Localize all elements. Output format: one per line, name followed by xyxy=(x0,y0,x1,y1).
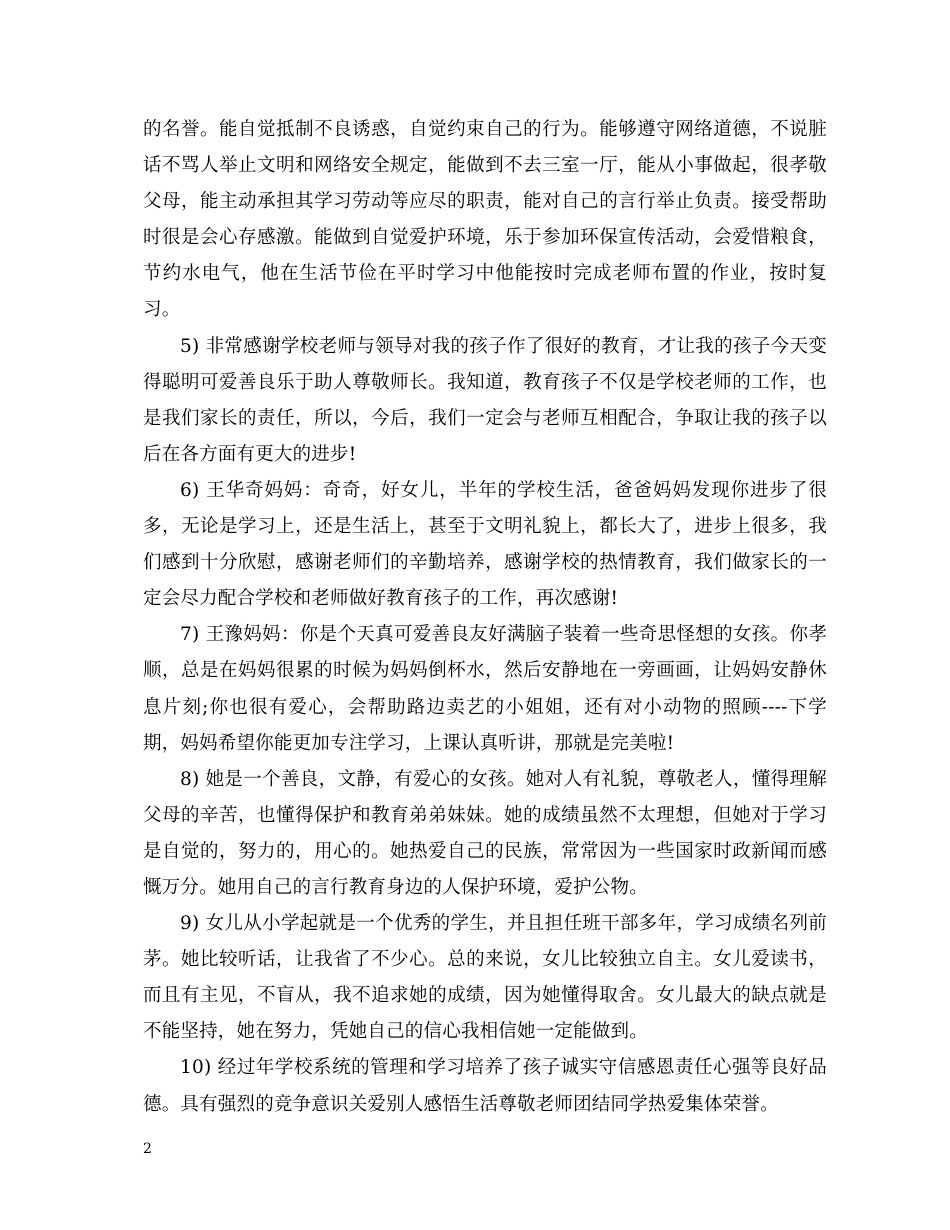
paragraph-item-7: 7) 王豫妈妈：你是个天真可爱善良友好满脑子装着一些奇思怪想的女孩。你孝顺，总是在妈妈很累的时候为妈妈倒杯水，然后安静地在一旁画画，让妈妈安静休息片刻;你也很有爱心，会帮助路边卖艺的小姐姐，还有对小动物的照顾----下学期，妈妈希望你能更加专注学习，上课认真听讲，那就是完美啦! xyxy=(143,624,827,754)
paragraph-continuation: 的名誉。能自觉抵制不良诱惑，自觉约束自己的行为。能够遵守网络道德，不说脏话不骂人举止文明和网络安全规定，能做到不去三室一厅，能从小事做起，很孝敬父母，能主动承担其学习劳动等应尽的职责，能对自己的言行举止负责。接受帮助时很是会心存感激。能做到自觉爱护环境，乐于参加环保宣传活动，会爱惜粮食，节约水电气，他在生活节俭在平时学习中他能按时完成老师布置的作业，按时复习。 xyxy=(143,119,827,321)
body-text xyxy=(143,112,827,1123)
paragraph-item-9: 9) 女儿从小学起就是一个优秀的学生，并且担任班干部多年，学习成绩名列前茅。她比较听话，让我省了不少心。总的来说，女儿比较独立自主。女儿爱读书，而且有主见，不盲从，我不追求她的成绩，因为她懂得取舍。女儿最大的缺点就是不能坚持，她在努力，凭她自己的信心我相信她一定能做到。 xyxy=(143,913,827,1043)
paragraph-item-5: 5) 非常感谢学校老师与领导对我的孩子作了很好的教育，才让我的孩子今天变得聪明可爱善良乐于助人尊敬师长。我知道，教育孩子不仅是学校老师的工作，也是我们家长的责任，所以，今后，我们一定会与老师互相配合，争取让我的孩子以后在各方面有更大的进步! xyxy=(143,335,827,465)
paragraph-item-6: 6) 王华奇妈妈：奇奇，好女儿，半年的学校生活，爸爸妈妈发现你进步了很多，无论是学习上，还是生活上，甚至于文明礼貌上，都长大了，进步上很多，我们感到十分欣慰，感谢老师们的辛勤培养，感谢学校的热情教育，我们做家长的一定会尽力配合学校和老师做好教育孩子的工作，再次感谢! xyxy=(143,479,827,610)
paragraph-item-8: 8) 她是一个善良，文静，有爱心的女孩。她对人有礼貌，尊敬老人，懂得理解父母的辛苦，也懂得保护和教育弟弟妹妹。她的成绩虽然不太理想，但她对于学习是自觉的，努力的，用心的。她热爱自己的民族，常常因为一些国家时政新闻而感慨万分。她用自己的言行教育身边的人保护环境，爱护公物。 xyxy=(143,768,827,898)
paragraph-item-10: 10) 经过年学校系统的管理和学习培养了孩子诚实守信感恩责任心强等良好品德。具有强烈的竞争意识关爱别人感悟生活尊敬老师团结同学热爱集体荣誉。 xyxy=(143,1057,827,1115)
page-number: 2 xyxy=(143,1141,152,1157)
